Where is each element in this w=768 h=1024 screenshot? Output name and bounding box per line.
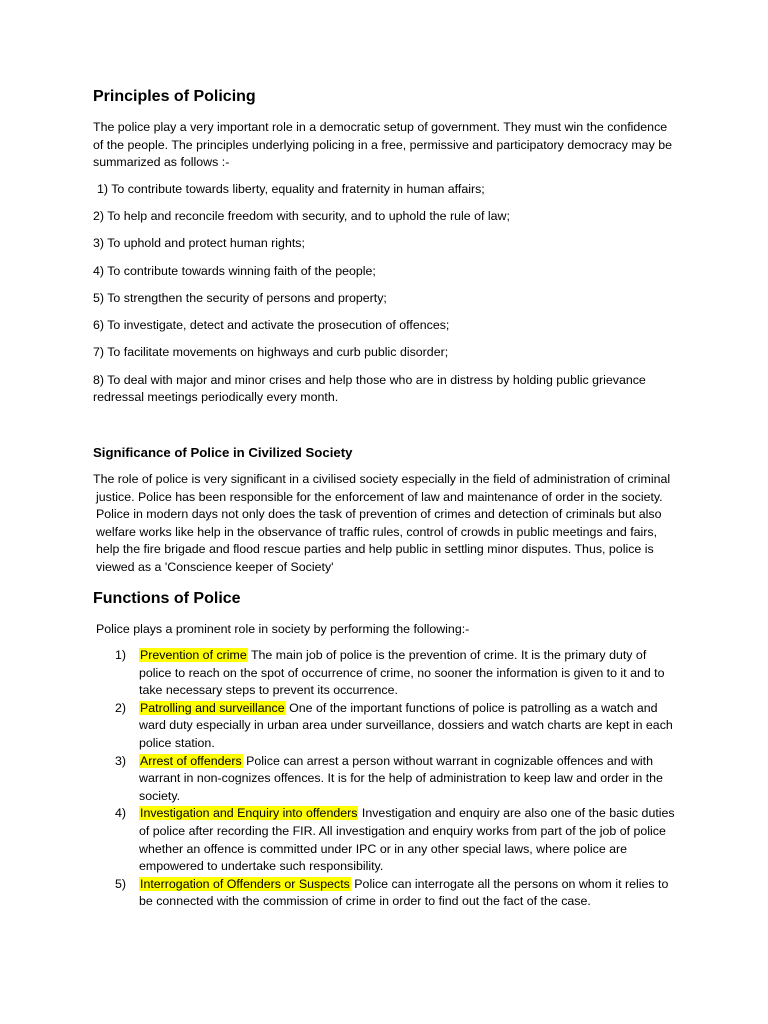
list-item-number: 2) <box>115 700 127 715</box>
highlighted-term: Investigation and Enquiry into offenders <box>140 806 358 821</box>
list-item-number: 5) <box>115 876 127 891</box>
principles-intro: The police play a very important role in a democratic setup of government. They must win the confidence of the people. The principles underlying policing in a free, permissive and participatory democracy may be summarized as follows :- <box>93 120 672 170</box>
list-item-text: Investigation and enquiry are also one of the basic duties of police after recording the FIR. All investigation and enquiry works from part of the job of police whether an offence is committed under IPC or in any other special laws, where police are empowered to undertake such responsibility. <box>139 806 675 874</box>
functions-intro: Police plays a prominent role in society by performing the following:- <box>96 621 470 636</box>
highlighted-term: Prevention of crime <box>140 648 247 663</box>
principle-item: 2) To help and reconcile freedom with security, and to uphold the rule of law; <box>93 209 510 224</box>
list-item <box>93 876 677 911</box>
principle-item: 4) To contribute towards winning faith of the people; <box>93 263 376 278</box>
list-item <box>93 805 677 875</box>
highlighted-term: Patrolling and surveillance <box>140 700 285 715</box>
principle-item: 8) To deal with major and minor crises and help those who are in distress by holding public grievance redressal meetings periodically every month. <box>93 372 646 405</box>
spacer <box>93 407 677 444</box>
principle-item: 3) To uphold and protect human rights; <box>93 236 305 251</box>
principle-item: 6) To investigate, detect and activate the prosecution of offences; <box>93 318 450 333</box>
significance-heading: Significance of Police in Civilized Society <box>93 444 353 460</box>
functions-heading: Functions of Police <box>93 589 241 607</box>
principle-item: 7) To facilitate movements on highways and curb public disorder; <box>93 345 449 360</box>
list-item-number: 1) <box>115 648 127 663</box>
functions-list <box>93 647 677 911</box>
list-item-text: The main job of police is the prevention of crime. It is the primary duty of police to reach on the spot of occurrence of crime, no sooner the information is given to it and to take necessary steps to prevent its occurrence. <box>139 648 665 698</box>
list-item <box>93 647 677 700</box>
principle-item: 5) To strengthen the security of persons and property; <box>93 290 387 305</box>
list-item-number: 4) <box>115 806 127 821</box>
list-item <box>93 700 677 753</box>
document-page <box>93 86 677 911</box>
list-item-text: Police can arrest a person without warrant in cognizable offences and with warrant in non-cognizes offences. It is for the help of administration to keep law and order in the society. <box>139 753 663 803</box>
principles-heading: Principles of Policing <box>93 88 256 105</box>
highlighted-term: Arrest of offenders <box>140 753 242 768</box>
list-item-text: One of the important functions of police is patrolling as a watch and ward duty especially in urban area under surveillance, dossiers and watch charts are kept in each police station. <box>139 700 673 751</box>
list-item-number: 3) <box>115 753 127 768</box>
highlighted-term: Interrogation of Offenders or Suspects <box>140 876 350 891</box>
list-item <box>93 753 677 806</box>
principle-item: 1) To contribute towards liberty, equality and fraternity in human affairs; <box>97 181 485 196</box>
list-item-text: Police can interrogate all the persons on whom it relies to be connected with the commission of crime in order to find out the fact of the case. <box>139 876 669 909</box>
significance-paragraph: The role of police is very significant in a civilised society especially in the field of administration of criminal justice. Police has been responsible for the enforcement of law and maintenance of order in the society. Police in modern days not only does the task of prevention of crimes and detection of criminals but also welfare works like help in the observance of traffic rules, control of crowds in public meetings and fairs, help the fire brigade and flood rescue parties and help public in settling minor disputes. Thus, police is viewed as a 'Conscience keeper of Society' <box>93 471 671 574</box>
